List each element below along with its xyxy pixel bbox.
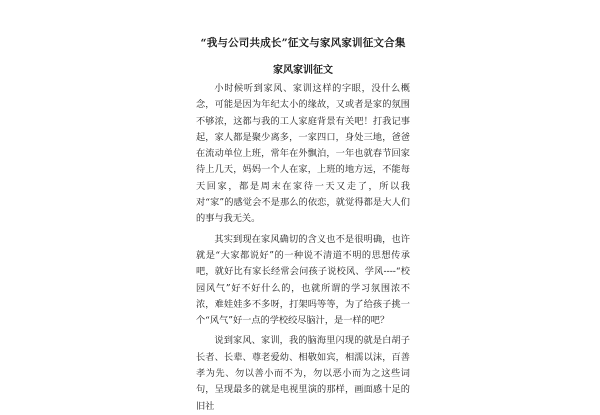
essay-title: 家风家训征文 xyxy=(273,65,333,76)
essay-paragraph-2: 其实到现在家风确切的含义也不是很明确，也许就是“大家都说好”的一种说不清道不明的思想传承吧，就好比有家长经常会问孩子说校风、学风----“校园风气”好不好什么的，也就所谓的学习氛围浓不浓，难娃娃多不多呀，打架吗等等，为了给孩子挑一个“风气”好一点的学校绞尽脑汁，是一样的吧？ xyxy=(196,233,410,327)
document-page xyxy=(196,22,410,412)
document-title: “我与公司共成长”征文与家风家训征文合集 xyxy=(200,37,406,49)
essay-paragraph-1: 小时候听到家风、家训这样的字眼，没什么概念，可能是因为年纪太小的缘故，又或者是家的氛围不够浓，这都与我的工人家庭背景有关吧！打我记事起，家人都是聚少离多，一家四口，身处三地，爸爸在流动单位上班，常年在外飘泊，一年也就春节回家待上几天，妈妈一个人在家，上班的地方远，不能每天回家，都是周末在家待一天又走了，所以我对“家”的感觉会不是那么的依恋，就觉得都是大人们的事与我无关。 xyxy=(196,83,410,225)
essay-paragraph-3: 说到家风、家训，我的脑海里闪现的就是白胡子长者、长辈、尊老爱幼、相敬如宾，相濡以沫，百善孝为先、勿以善小而不为，勿以恶小而为之这些词句，呈现最多的就是电视里演的那样，画面感十足的旧社 xyxy=(196,335,410,412)
